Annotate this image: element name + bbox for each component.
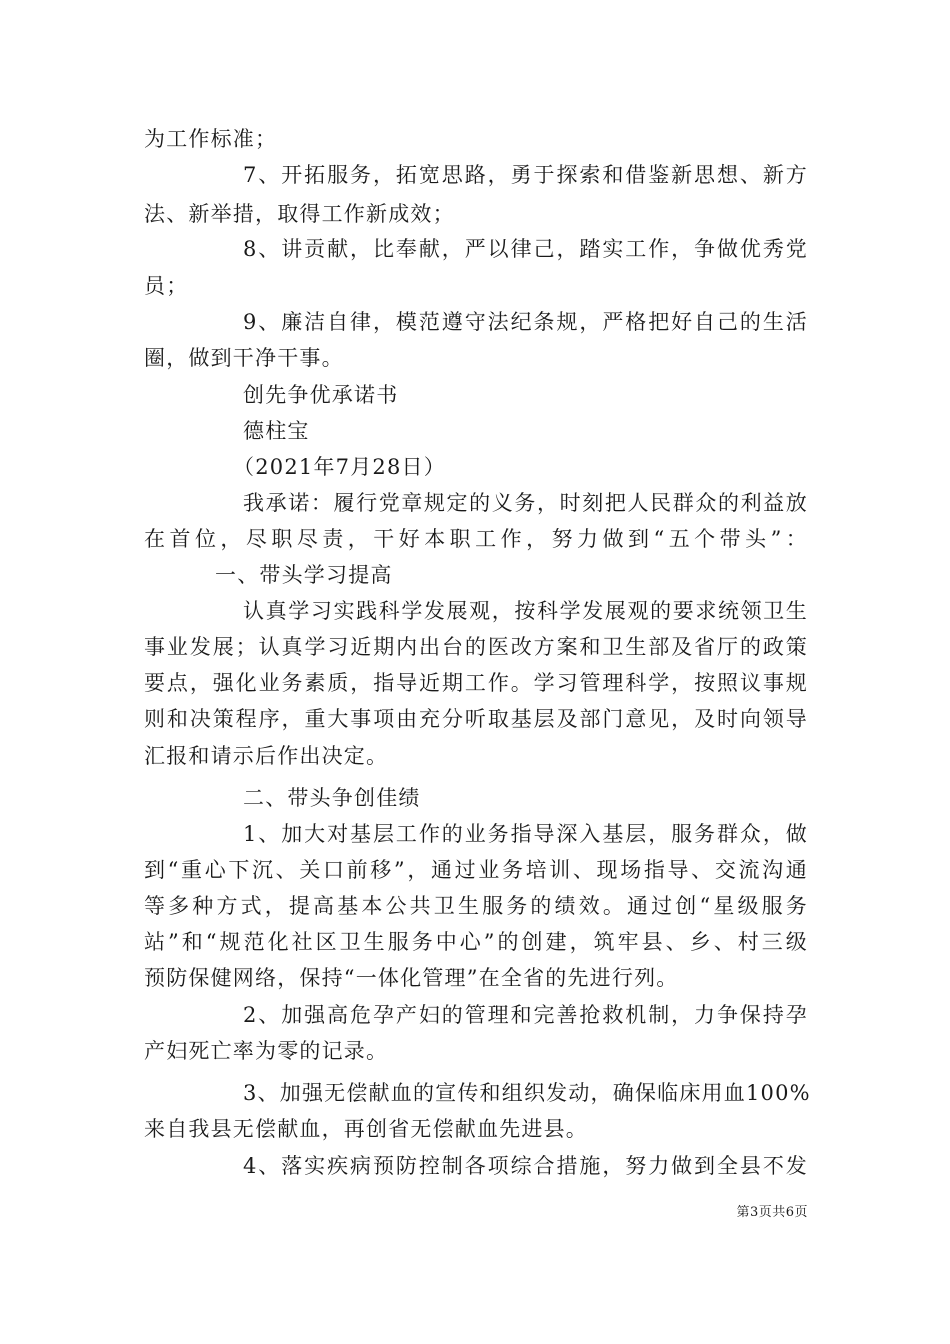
document-title: 创先争优承诺书 [243, 383, 399, 407]
author-name: 德柱宝 [243, 419, 310, 443]
text-line: 1、加大对基层工作的业务指导深入基层，服务群众，做 [243, 822, 808, 846]
text-line: 4、落实疾病预防控制各项综合措施，努力做到全县不发 [243, 1154, 808, 1178]
section-heading: 一、带头学习提高 [215, 563, 393, 587]
text-line: 来自我县无偿献血，再创省无偿献血先进县。 [144, 1117, 588, 1141]
text-line: 站”和“规范化社区卫生服务中心”的创建，筑牢县、乡、村三级 [144, 930, 808, 954]
text-line: 7、开拓服务，拓宽思路，勇于探索和借鉴新思想、新方 [243, 163, 808, 187]
text-line: 8、讲贡献，比奉献，严以律己，踏实工作，争做优秀党 [243, 237, 808, 261]
text-line: 事业发展；认真学习近期内出台的医改方案和卫生部及省厅的政策 [144, 635, 808, 659]
text-line: 产妇死亡率为零的记录。 [144, 1039, 389, 1063]
text-line: 圈，做到干净干事。 [144, 346, 344, 370]
text-line: 我承诺：履行党章规定的义务，时刻把人民群众的利益放 [243, 491, 808, 515]
text-line: 9、廉洁自律，模范遵守法纪条规，严格把好自己的生活 [243, 310, 808, 334]
text-line: 预防保健网络，保持“一体化管理”在全省的先进行列。 [144, 966, 679, 990]
text-line: 员； [144, 274, 189, 298]
text-line: 则和决策程序，重大事项由充分听取基层及部门意见，及时向领导 [144, 707, 808, 731]
text-line: 为工作标准； [144, 127, 278, 151]
text-line: 2、加强高危孕产妇的管理和完善抢救机制，力争保持孕 [243, 1003, 808, 1027]
text-line: 汇报和请示后作出决定。 [144, 744, 389, 768]
text-line: 在首位，尽职尽责，干好本职工作，努力做到“五个带头”： [144, 527, 808, 551]
text-line: 要点，强化业务素质，指导近期工作。学习管理科学，按照议事规 [144, 671, 808, 695]
document-date: （2021年7月28日） [233, 455, 446, 479]
text-line: 到“重心下沉、关口前移”，通过业务培训、现场指导、交流沟通 [144, 858, 808, 882]
text-line: 法、新举措，取得工作新成效； [144, 202, 455, 226]
page-number: 第3页共6页 [736, 1205, 808, 1220]
text-line: 等多种方式，提高基本公共卫生服务的绩效。通过创“星级服务 [144, 894, 808, 918]
text-line: 认真学习实践科学发展观，按科学发展观的要求统领卫生 [243, 599, 808, 623]
section-heading: 二、带头争创佳绩 [243, 786, 421, 810]
text-line: 3、加强无偿献血的宣传和组织发动，确保临床用血100% [243, 1081, 811, 1105]
